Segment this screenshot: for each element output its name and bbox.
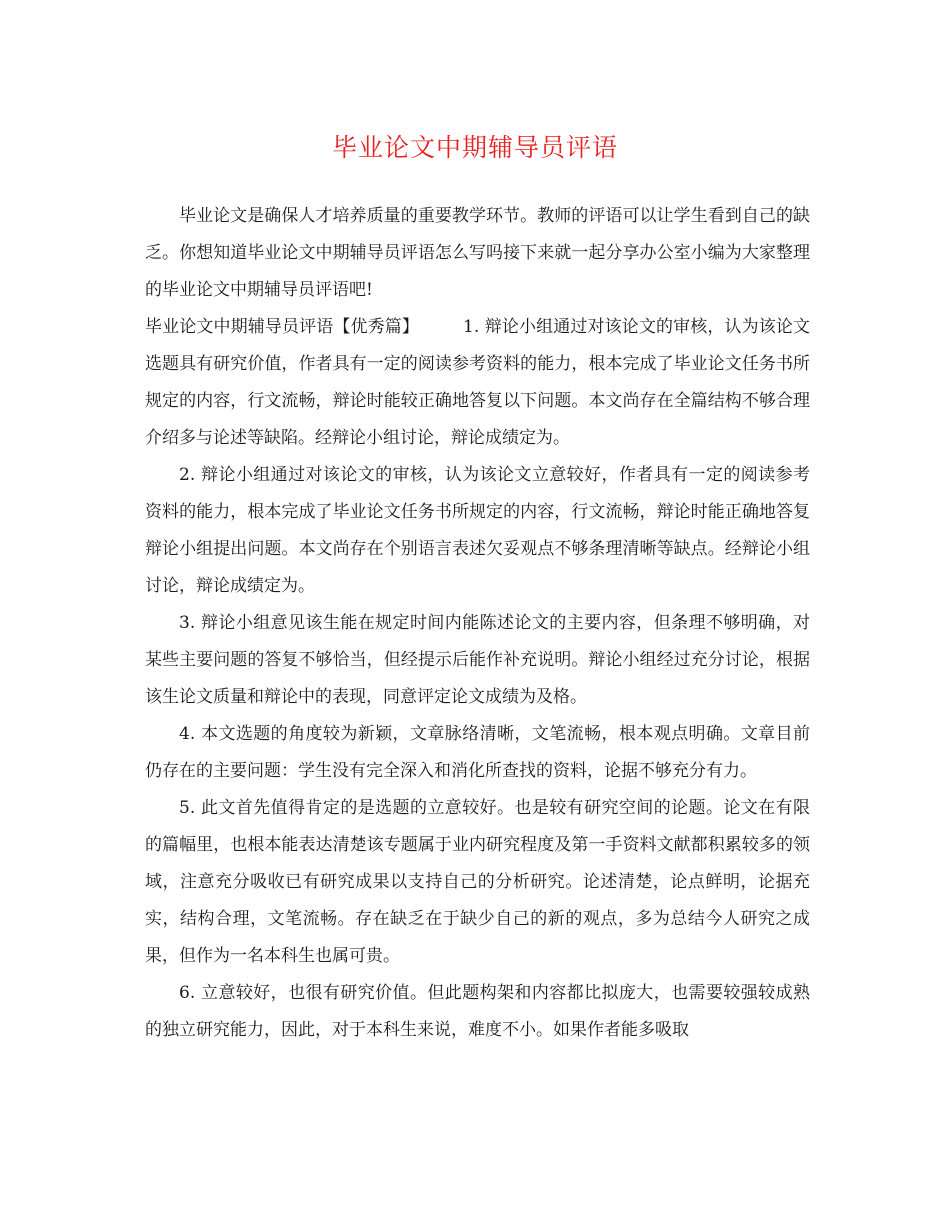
document-title: 毕业论文中期辅导员评语 [331, 133, 618, 162]
intro-paragraph: 毕业论文是确保人才培养质量的重要教学环节。教师的评语可以让学生看到自己的缺乏。你想知道毕业论文中期辅导员评语怎么写吗接下来就一起分享办公室小编为大家整理的毕业论文中期辅导员评语吧! [145, 206, 810, 300]
comment-item-4: 4. 本文选题的角度较为新颖，文章脉络清晰，文笔流畅，根本观点明确。文章目前仍存在的主要问题：学生没有完全深入和消化所查找的资料，论据不够充分有力。 [145, 724, 810, 781]
section-heading: 毕业论文中期辅导员评语【优秀篇】 [145, 317, 419, 337]
document-body [145, 198, 810, 1049]
section-paragraph-1 [145, 309, 810, 457]
comment-item-2: 2. 辩论小组通过对该论文的审核，认为该论文立意较好，作者具有一定的阅读参考资料的能力，根本完成了毕业论文任务书所规定的内容，行文流畅，辩论时能正确地答复辩论小组提出问题。本文尚存在个别语言表述欠妥观点不够条理清晰等缺点。经辩论小组讨论，辩论成绩定为。 [145, 465, 810, 596]
comment-item-1: 1. 辩论小组通过对该论文的审核，认为该论文选题具有研究价值，作者具有一定的阅读参考资料的能力，根本完成了毕业论文任务书所规定的内容，行文流畅，辩论时能较正确地答复以下问题。本文尚存在全篇结构不够合理介绍多与论述等缺陷。经辩论小组讨论，辩论成绩定为。 [145, 317, 810, 448]
comment-item-6: 6. 立意较好，也很有研究价值。但此题构架和内容都比拟庞大，也需要较强较成熟的独立研究能力，因此，对于本科生来说，难度不小。如果作者能多吸取 [145, 983, 810, 1040]
comment-item-3: 3. 辩论小组意见该生能在规定时间内能陈述论文的主要内容，但条理不够明确，对某些主要问题的答复不够恰当，但经提示后能作补充说明。辩论小组经过充分讨论，根据该生论文质量和辩论中的表现，同意评定论文成绩为及格。 [145, 613, 810, 707]
comment-item-5: 5. 此文首先值得肯定的是选题的立意较好。也是较有研究空间的论题。论文在有限的篇幅里，也根本能表达清楚该专题属于业内研究程度及第一手资料文献都积累较多的领域，注意充分吸收已有研究成果以支持自己的分析研究。论述清楚，论点鲜明，论据充实，结构合理，文笔流畅。存在缺乏在于缺少自己的新的观点，多为总结今人研究之成果，但作为一名本科生也属可贵。 [145, 798, 810, 966]
